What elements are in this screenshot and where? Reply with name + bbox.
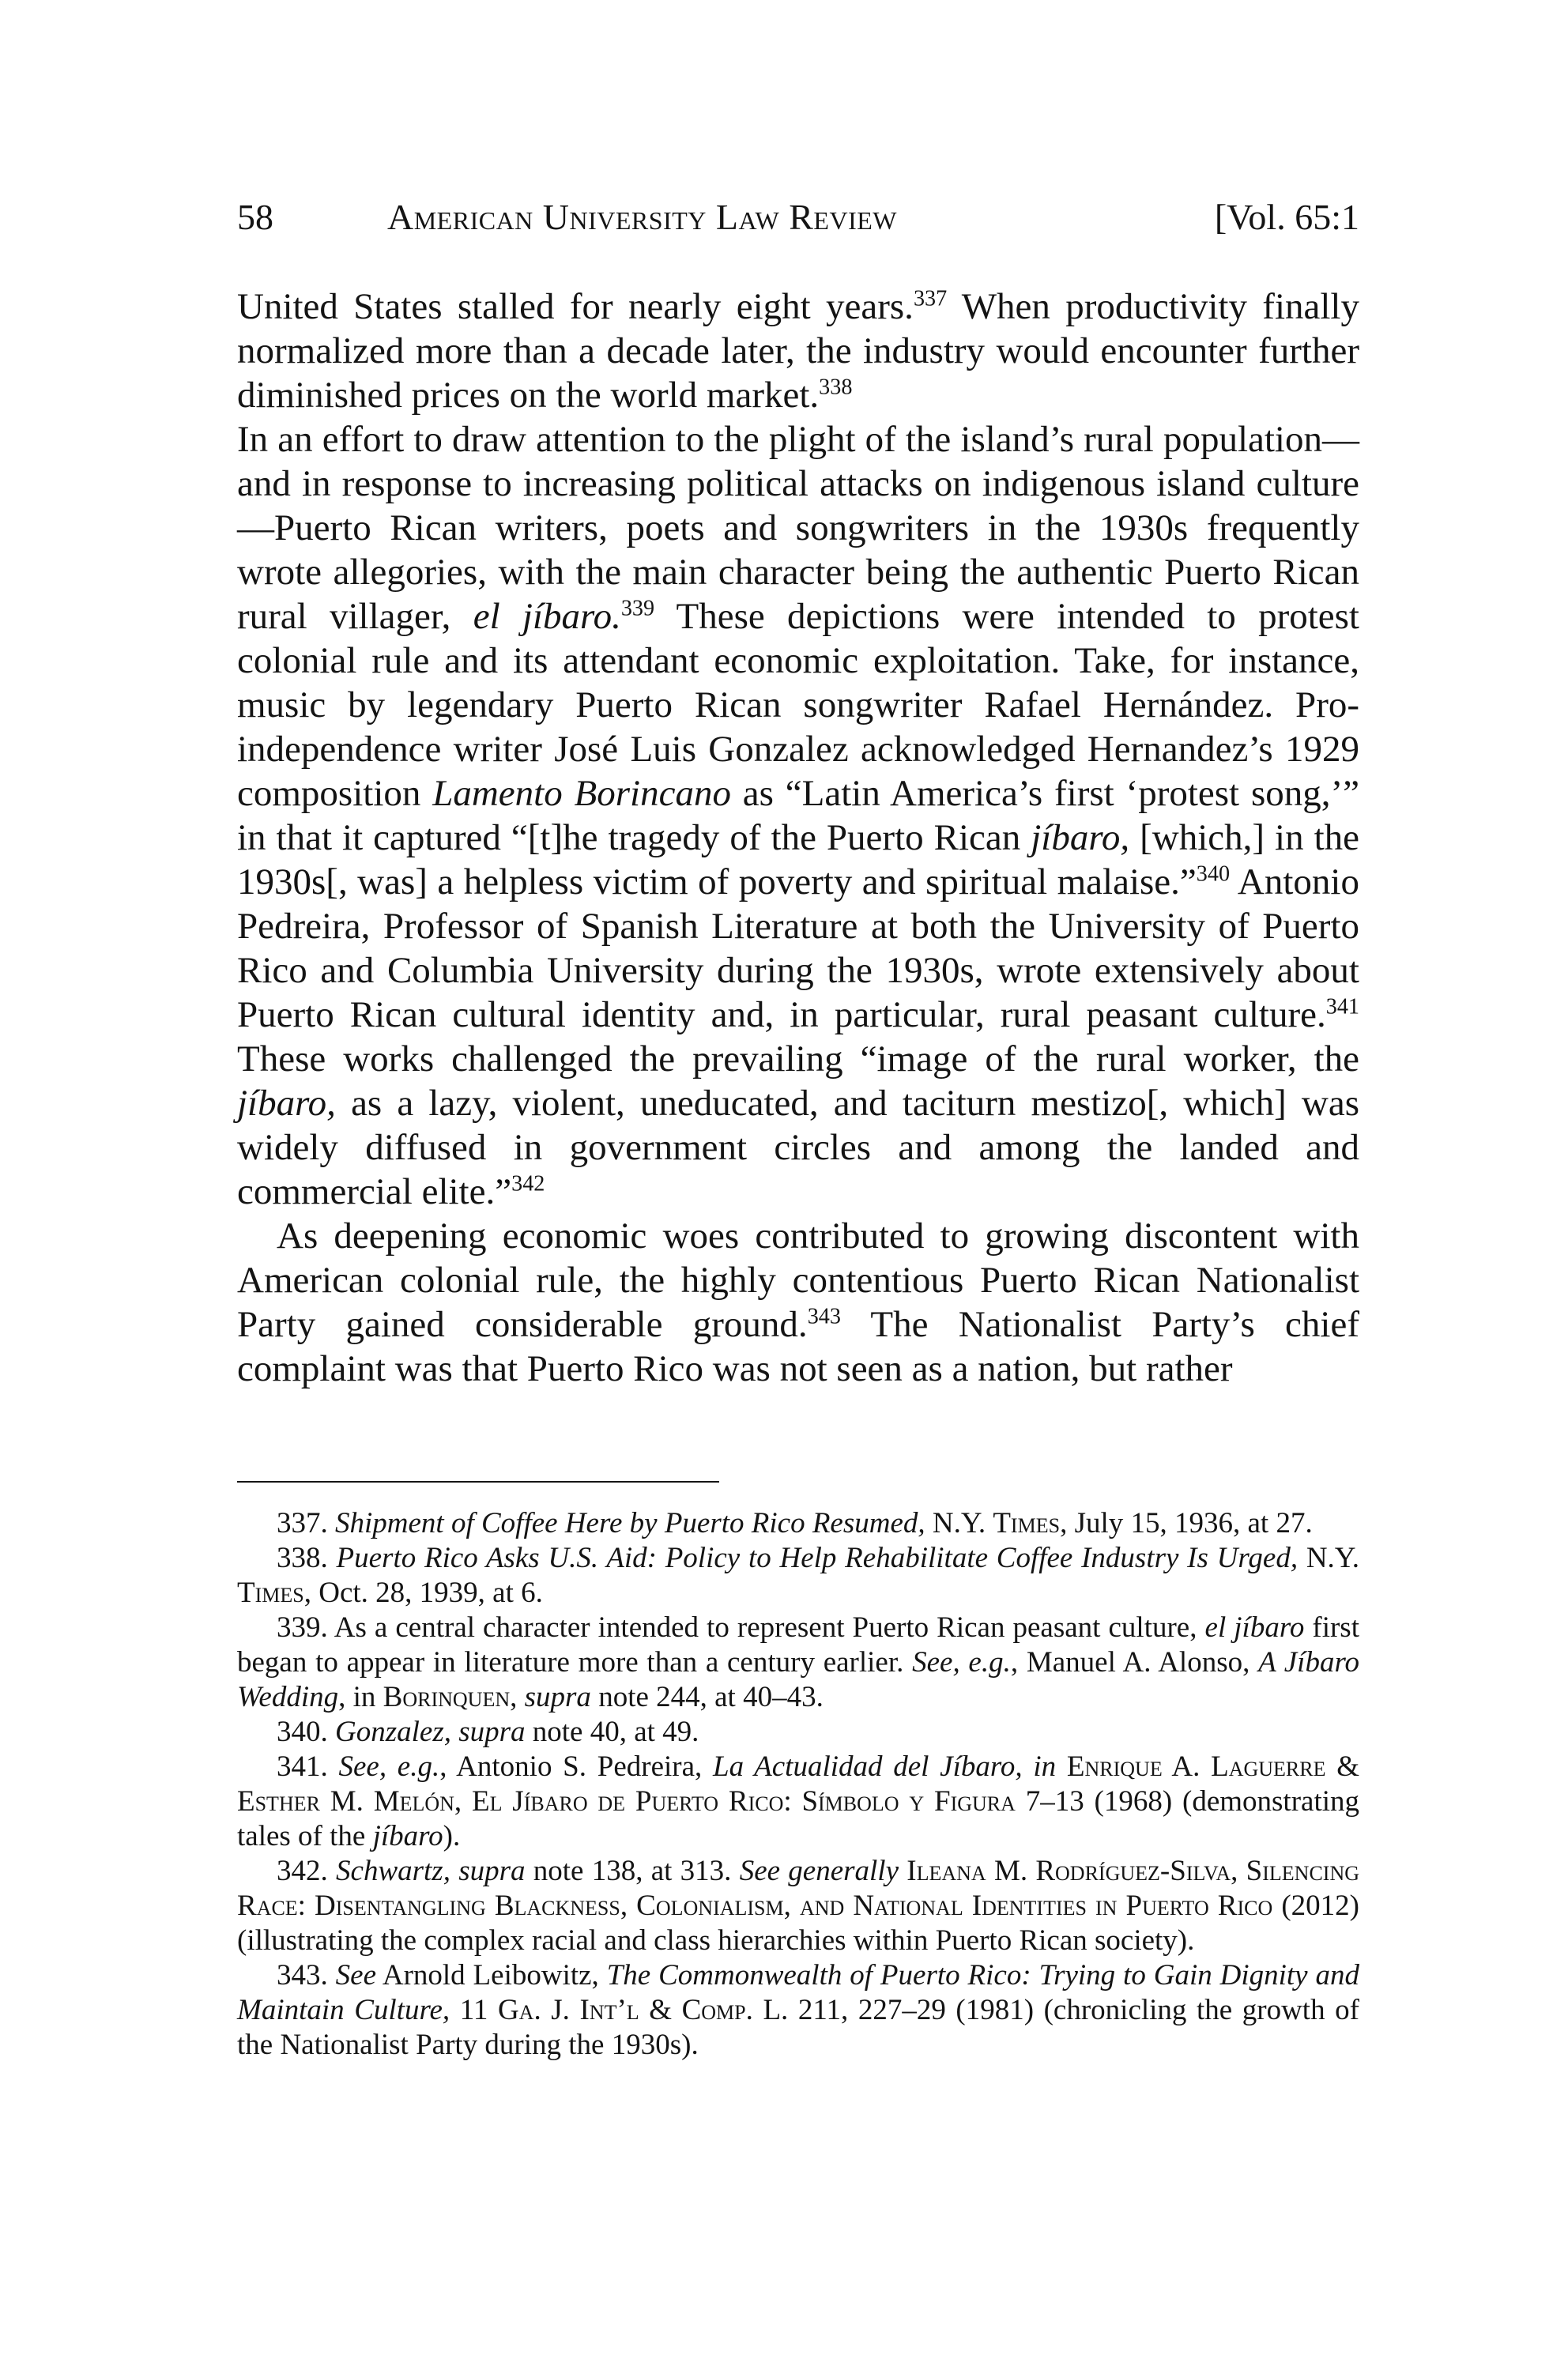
footnote-ref[interactable]: 342 (511, 1171, 545, 1196)
footnote-342 (237, 1854, 1359, 1958)
italic-run: La Actualidad del Jíbaro, in (713, 1750, 1057, 1783)
text-run: 211, 227–29 (1981) (chronicling the growth of the Nationalist Party during the 1930s). (237, 1994, 1359, 2061)
footnote-338 (237, 1541, 1359, 1611)
footnote-number: 343. (277, 1959, 328, 1992)
text-run: (2012) (illustrating the complex racial and class hierarchies within Puerto Rican society). (237, 1890, 1359, 1957)
text-run: note 138, at 313. (525, 1855, 740, 1887)
text-run: , Oct. 28, 1939, at 6. (303, 1577, 543, 1609)
footnote-341 (237, 1750, 1359, 1854)
text-run: , Manuel A. Alonso, (1010, 1646, 1259, 1679)
text-run: The Nationalist Party’s chief complaint was that Puerto Rico was not seen as a nation, but rather (237, 1304, 1359, 1389)
italic-run: A Jíbaro Wedding (237, 1646, 1359, 1713)
document-page (237, 0, 1359, 2374)
text-run: N.Y. (1298, 1542, 1360, 1574)
footnote-339 (237, 1611, 1359, 1715)
footnote-ref[interactable]: 341 (1325, 994, 1359, 1019)
italic-run: Shipment of Coffee Here by Puerto Rico Resumed, (335, 1507, 925, 1539)
italic-run: See, e.g. (338, 1750, 440, 1783)
italic-run: See generally (739, 1855, 899, 1887)
footnote-separator (237, 1481, 719, 1483)
text-run: As a central character intended to represent Puerto Rican peasant culture, (334, 1611, 1205, 1644)
italic-run: The Commonwealth of Puerto Rico: Trying to Gain Dignity and Maintain Culture, (237, 1959, 1359, 2026)
italic-run: Puerto Rico Asks U.S. Aid: Policy to Help Rehabilitate Coffee Industry Is Urged, (336, 1542, 1298, 1574)
text-run: N.Y. (925, 1507, 993, 1539)
smallcaps-run: Times (993, 1507, 1061, 1539)
footnote-number: 339. (277, 1611, 328, 1644)
journal-title: American University Law Review (387, 197, 897, 237)
text-run: When productivity finally normalized more than a decade later, the industry would encounter further diminished prices on the world market. (237, 286, 1359, 416)
paragraph (237, 417, 1359, 1214)
footnote-number: 337. (277, 1507, 328, 1539)
text-run: , Antonio S. Pedreira, (439, 1750, 713, 1783)
smallcaps-run: Enrique A. Laguerre & Esther M. Melón, El Jíbaro de Puerto Rico: Símbolo y Figura (237, 1750, 1359, 1818)
paragraph (237, 1214, 1359, 1391)
footnote-ref[interactable]: 343 (807, 1304, 841, 1329)
text-run: , (510, 1681, 525, 1713)
italic-run: Lamento Borincano (432, 773, 731, 814)
italic-run: Schwartz, supra (336, 1855, 526, 1887)
text-run: note 244, at 40–43. (590, 1681, 824, 1713)
italic-run: See, e.g. (912, 1646, 1011, 1679)
text-run: as a lazy, violent, uneducated, and taciturn mestizo[, which] was widely diffused in government circles and among the landed and commercial elite.” (237, 1083, 1359, 1212)
running-header (237, 190, 1359, 245)
italic-run: jíbaro, (237, 1083, 336, 1124)
footnote-340 (237, 1715, 1359, 1750)
text-run: ). (443, 1820, 461, 1852)
text-run (1056, 1750, 1067, 1783)
text-run: In an effort to draw attention to the plight of the island’s rural population—and in response to increasing political attacks on indigenous island culture—Puerto Rican writers, poets and songwriters in the 1930s frequently wrote allegories, with the main character being the authentic Puerto Rican rural villager, (237, 419, 1359, 637)
text-run: These depictions were intended to protest colonial rule and its attendant economic exploitation. Take, for instance, music by legendary Puerto Rican songwriter Rafael Hernández. Pro-independence writer José Luis Gonzalez acknowledged Hernandez’s 1929 composition (237, 596, 1359, 814)
italic-run: See (335, 1959, 376, 1992)
italic-run: supra (524, 1681, 591, 1713)
paragraph (237, 285, 1359, 417)
smallcaps-run: Borinquen (383, 1681, 511, 1713)
italic-run: jíbaro (372, 1820, 443, 1852)
italic-run: el jíbaro. (473, 596, 621, 637)
footnote-number: 338. (277, 1542, 328, 1574)
text-run: , July 15, 1936, at 27. (1060, 1507, 1313, 1539)
footnote-ref[interactable]: 338 (819, 375, 853, 400)
text-run: first began to appear in literature more than a century earlier. (237, 1611, 1359, 1679)
footnote-ref[interactable]: 340 (1196, 861, 1231, 887)
text-run: as “Latin America’s first ‘protest song,’” in that it captured “[t]he tragedy of the Puerto Rican (237, 773, 1359, 858)
text-run: United States stalled for nearly eight years. (237, 286, 914, 327)
footnote-ref[interactable]: 339 (620, 596, 655, 621)
page-number: 58 (237, 197, 273, 237)
footnote-343 (237, 1958, 1359, 2063)
smallcaps-run: Ileana M. Rodríguez-Silva, Silencing Race: Disentangling Blackness, Colonialism, and National Identities in Puerto Rico (237, 1855, 1359, 1922)
italic-run: el jíbaro (1204, 1611, 1305, 1644)
footnote-337 (237, 1506, 1359, 1541)
smallcaps-run: Ga. J. Int’l & Comp. L. (497, 1994, 789, 2026)
volume-label: [Vol. 65:1 (1214, 197, 1359, 237)
italic-run: jíbaro, (1031, 817, 1130, 858)
text-run: Arnold Leibowitz, (376, 1959, 607, 1992)
text-run: [which,] in the 1930s[, was] a helpless victim of poverty and spiritual malaise.” (237, 817, 1360, 902)
text-run: 11 (450, 1994, 498, 2026)
text-run (899, 1855, 906, 1887)
text-run: note 40, at 49. (525, 1716, 699, 1748)
italic-run: Gonzalez, supra (335, 1716, 526, 1748)
footnote-number: 340. (277, 1716, 328, 1748)
footnote-number: 341. (277, 1750, 328, 1783)
text-run: These works challenged the prevailing “image of the rural worker, the (237, 1038, 1359, 1080)
text-run: As deepening economic woes contributed to growing discontent with American colonial rule, the highly contentious Puerto Rican Nationalist Party gained considerable ground. (237, 1215, 1359, 1345)
text-run: 7–13 (1968) (demonstrating tales of the (237, 1785, 1359, 1852)
footnote-ref[interactable]: 337 (913, 286, 948, 311)
smallcaps-run: Times (237, 1577, 304, 1609)
footnote-number: 342. (277, 1855, 328, 1887)
text-run: , in (338, 1681, 383, 1713)
main-text (237, 285, 1359, 1391)
text-run: Antonio Pedreira, Professor of Spanish Literature at both the University of Puerto Rico and Columbia University during the 1930s, wrote extensively about Puerto Rican cultural identity and, in particular, rural peasant culture. (237, 861, 1359, 1035)
footnotes (237, 1506, 1359, 2063)
